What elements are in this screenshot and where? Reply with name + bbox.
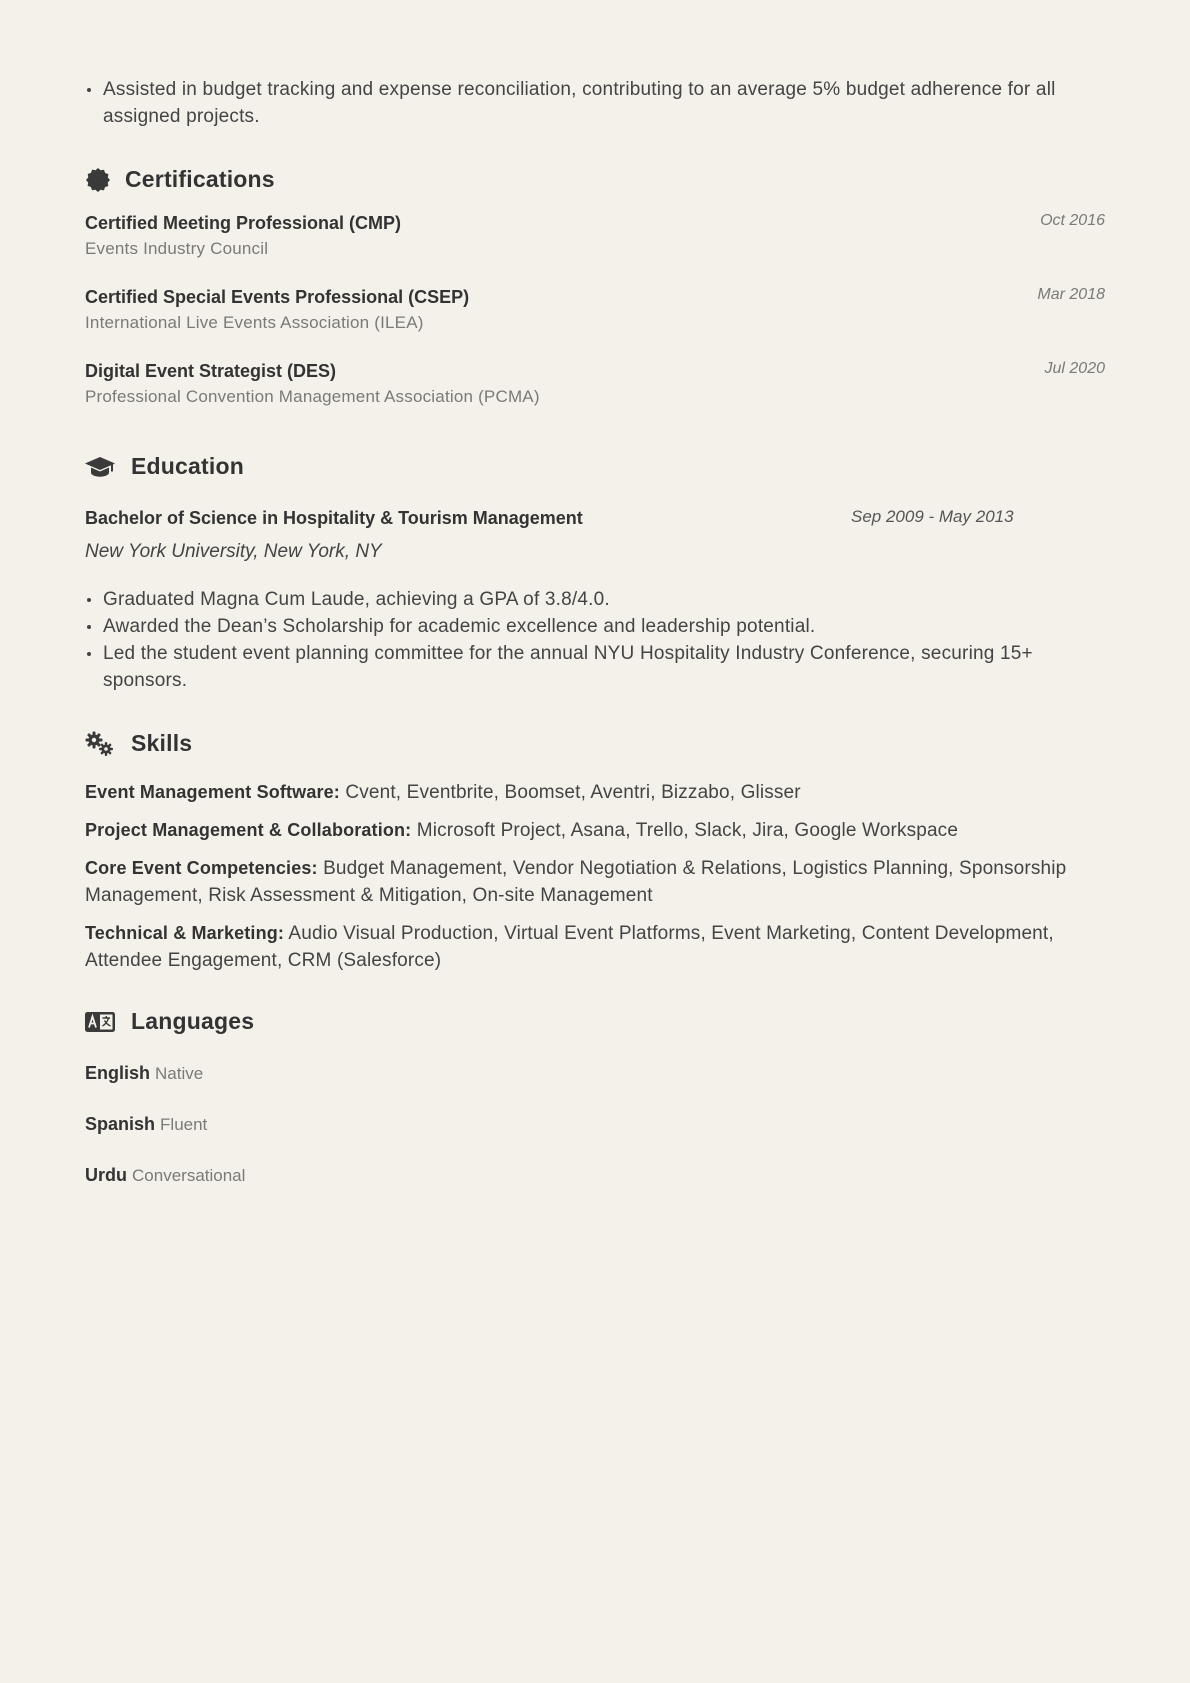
skill-row — [85, 855, 1105, 909]
certification-date: Jul 2020 — [1044, 360, 1105, 377]
certification-item — [85, 285, 1105, 335]
section-title: Skills — [131, 730, 193, 756]
skill-label: Core Event Competencies: — [85, 858, 318, 878]
language-level: Fluent — [160, 1115, 208, 1134]
certification-org: Professional Convention Management Association (PCMA) — [85, 387, 540, 406]
list-item: Awarded the Dean’s Scholarship for academic excellence and leadership potential. — [103, 613, 1105, 640]
certification-item — [85, 211, 1105, 261]
list-item: Graduated Magna Cum Laude, achieving a GPA of 3.8/4.0. — [103, 586, 1105, 613]
skill-value: Audio Visual Production, Virtual Event Platforms, Event Marketing, Content Development, Attendee Engagement, CRM (Salesforce) — [85, 923, 1054, 971]
languages-section-header — [85, 1008, 1105, 1035]
skill-label: Technical & Marketing: — [85, 923, 285, 943]
skill-label: Project Management & Collaboration: — [85, 820, 412, 840]
certification-name: Certified Special Events Professional (CSEP) — [85, 287, 470, 307]
education-date: Sep 2009 - May 2013 — [851, 507, 1014, 526]
school-name: New York University, New York, NY — [85, 541, 382, 562]
degree-title: Bachelor of Science in Hospitality & Tourism Management — [85, 508, 583, 528]
certifications-section-header — [85, 166, 1105, 193]
language-name: English — [85, 1063, 151, 1083]
language-item — [85, 1112, 1105, 1137]
certification-name: Digital Event Strategist (DES) — [85, 361, 337, 381]
gears-icon — [85, 731, 115, 757]
certificate-icon — [85, 167, 111, 193]
language-level: Native — [155, 1064, 204, 1083]
skill-value: Cvent, Eventbrite, Boomset, Aventri, Bizzabo, Glisser — [345, 782, 801, 803]
section-title: Languages — [131, 1008, 255, 1034]
education-section-header — [85, 453, 1105, 480]
skill-value: Microsoft Project, Asana, Trello, Slack, Jira, Google Workspace — [416, 820, 959, 841]
certification-name: Certified Meeting Professional (CMP) — [85, 213, 402, 233]
certification-org: Events Industry Council — [85, 239, 269, 258]
language-name: Urdu — [85, 1165, 127, 1185]
skill-label: Event Management Software: — [85, 782, 340, 802]
section-title: Certifications — [125, 166, 275, 192]
list-item: Assisted in budget tracking and expense reconciliation, contributing to an average 5% budget adherence for all assigned projects. — [103, 76, 1105, 130]
skills-section-header — [85, 730, 1105, 757]
certification-item — [85, 359, 1105, 409]
certification-date: Mar 2018 — [1037, 286, 1105, 303]
list-item: Led the student event planning committee for the annual NYU Hospitality Industry Conference, securing 15+ sponsors. — [103, 640, 1105, 694]
language-icon — [85, 1009, 115, 1035]
section-title: Education — [131, 453, 244, 479]
language-item — [85, 1163, 1105, 1188]
skill-row — [85, 920, 1105, 974]
education-item — [85, 506, 1105, 564]
certification-org: International Live Events Association (ILEA) — [85, 313, 424, 332]
certification-date: Oct 2016 — [1040, 212, 1105, 229]
language-item — [85, 1061, 1105, 1086]
experience-bullets — [85, 76, 1105, 130]
language-level: Conversational — [132, 1166, 246, 1185]
skill-value: Budget Management, Vendor Negotiation & Relations, Logistics Planning, Sponsorship Management, Risk Assessment & Mitigation, On-site Management — [85, 858, 1067, 906]
skill-row — [85, 779, 1105, 806]
skill-row — [85, 817, 1105, 844]
resume-content — [85, 76, 1105, 1188]
language-name: Spanish — [85, 1114, 156, 1134]
education-bullets — [85, 586, 1105, 694]
graduation-cap-icon — [85, 454, 115, 480]
